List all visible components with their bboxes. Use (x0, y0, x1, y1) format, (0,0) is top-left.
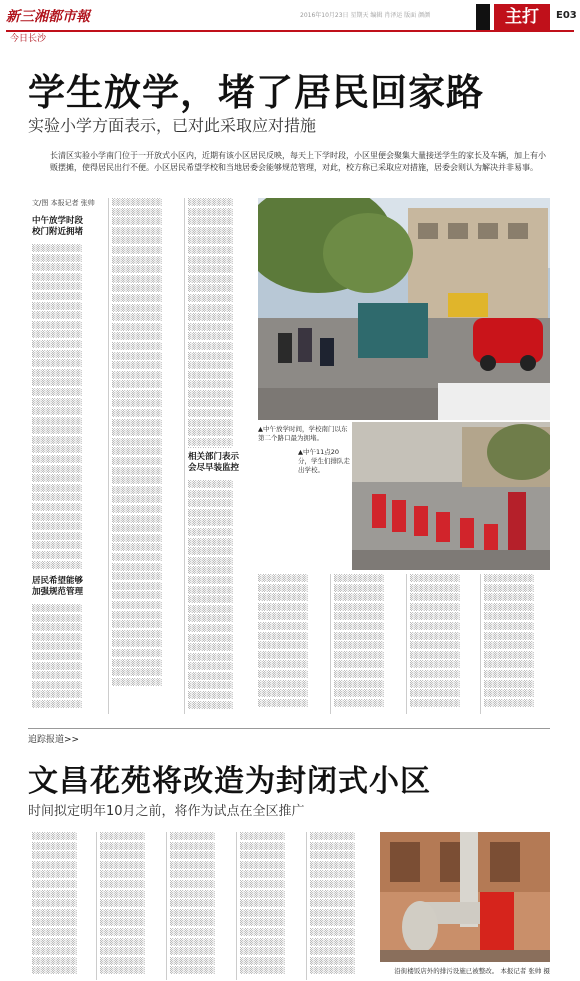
article1-col-2: ░░░░░░░░░░ ░░░░░░░░░░ ░░░░░░░░░░ ░░░░░░░░░░ ░░░░░░░░░░ ░░░░░░░░░░ ░░░░░░░░░░ ░░░░░░░░░░ ░░░░░░░░░░ ░░░░░░░░░░ ░░░░░░░░░░ ░░░░░░░░░░ ░░░░░░░░░░ ░░░░░░░░░░ ░░░░░░░░░░ ░░░░░░░░░░ ░░░░░░░░░░ ░░░░░░░░░░ ░░░░░░░░░░ ░░░░░░░░░░ ░░░░░░░░░░ ░░░░░░░░░░ ░░░░░░░░░░ ░░░░░░░░░░ ░░░░░░░░░░ ░░░░░░░░░░ ░░░░░░░░░░ ░░░░░░░░░░ ░░░░░░░░░░ ░░░░░░░░░░ ░░░░░░░░░░ ░░░░░░░░░░ ░░░░░░░░░░ ░░░░░░░░░░ ░░░░░░░░░░ ░░░░░░░░░░ ░░░░░░░░░░ ░░░░░░░░░░ ░░░░░░░░░░ ░░░░░░░░░░ ░░░░░░░░░░ ░░░░░░░░░░ ░░░░░░░░░░ ░░░░░░░░░░ ░░░░░░░░░░ ░░░░░░░░░░ ░░░░░░░░░░ ░░░░░░░░░░ ░░░░░░░░░░ ░░░░░░░░░░ ░░░░░░░░░░ (112, 198, 162, 686)
article1-title: 学生放学，堵了居民回家路 (28, 71, 484, 114)
column-divider (166, 832, 167, 980)
article2-col-3: ░░░░░░░░░ ░░░░░░░░░ ░░░░░░░░░ ░░░░░░░░░ ░░░░░░░░░ ░░░░░░░░░ ░░░░░░░░░ ░░░░░░░░░ ░░░░░░░░░ ░░░░░░░░░ ░░░░░░░░░ ░░░░░░░░░ ░░░░░░░░░ ░░░░░░░░░ ░░░░░░░░░ (170, 832, 215, 975)
article1-lede: 长清区实验小学南门位于一开放式小区内，近期有该小区居民反映，每天上下学时段，小区里便会聚集大量接送学生的家长及车辆，加上有小贩摆摊，使得居民出行不便。小区居民希望学校和当地居委会能够规范管理，对此，校方称已采取应对措施，居委会则认为解决并非易事。 (50, 151, 546, 172)
article1-subtitle: 实验小学方面表示，已对此采取应对措施 (28, 116, 317, 135)
column-divider (480, 574, 481, 714)
article2-col-1: ░░░░░░░░░ ░░░░░░░░░ ░░░░░░░░░ ░░░░░░░░░ ░░░░░░░░░ ░░░░░░░░░ ░░░░░░░░░ ░░░░░░░░░ ░░░░░░░░░ ░░░░░░░░░ ░░░░░░░░░ ░░░░░░░░░ ░░░░░░░░░ ░░░░░░░░░ ░░░░░░░░░ (32, 832, 77, 975)
exhaust-pipes-photo (380, 832, 550, 962)
section-label: 主打 (494, 4, 550, 30)
article2-title: 文昌花苑将改造为封闭式小区 (28, 764, 431, 799)
masthead (6, 6, 98, 44)
article1-col-3: ░░░░░░░░░ ░░░░░░░░░ ░░░░░░░░░ ░░░░░░░░░ ░░░░░░░░░ ░░░░░░░░░ ░░░░░░░░░ ░░░░░░░░░ ░░░░░░░░░ ░░░░░░░░░ ░░░░░░░░░ ░░░░░░░░░ ░░░░░░░░░ ░░░░░░░░░ ░░░░░░░░░ ░░░░░░░░░ ░░░░░░░░░ ░░░░░░░░░ ░░░░░░░░░ ░░░░░░░░░ ░░░░░░░░░ ░░░░░░░░░ ░░░░░░░░░ ░░░░░░░░░ ░░░░░░░░░ ░░░░░░░░░ (188, 198, 233, 446)
photo1-caption: ▲中午放学时间，学校南门以东第二个路口最为拥堵。 (258, 425, 348, 442)
section-divider (28, 728, 550, 729)
section-tab (476, 4, 550, 30)
article2-col-4: ░░░░░░░░░ ░░░░░░░░░ ░░░░░░░░░ ░░░░░░░░░ ░░░░░░░░░ ░░░░░░░░░ ░░░░░░░░░ ░░░░░░░░░ ░░░░░░░░░ ░░░░░░░░░ ░░░░░░░░░ ░░░░░░░░░ ░░░░░░░░░ ░░░░░░░░░ ░░░░░░░░░ (240, 832, 285, 975)
photo2-caption: ▲中午11点20分，学生们排队走出学校。 (298, 448, 350, 474)
article1-col-5: ░░░░░░░░░░ ░░░░░░░░░░ ░░░░░░░░░░ ░░░░░░░░░░ ░░░░░░░░░░ ░░░░░░░░░░ ░░░░░░░░░░ ░░░░░░░░░░ ░░░░░░░░░░ ░░░░░░░░░░ ░░░░░░░░░░ ░░░░░░░░░░ ░░░░░░░░░░ ░░░░░░░░░░ (334, 574, 384, 707)
edition-name: 今日长沙 (10, 34, 47, 44)
column-divider (96, 832, 97, 980)
photo3-caption: 沿街楼饭店外的排污设施已被整改。 本报记者 张帅 摄 (394, 967, 550, 975)
article1-subhead-3: 相关部门表示 会尽早装监控 (188, 452, 240, 473)
column-divider (406, 574, 407, 714)
column-text-placeholder: ░░░░░░░░░░ ░░░░░░░░░░ ░░░░░░░░░░ ░░░░░░░░░░ ░░░░░░░░░░ ░░░░░░░░░░ ░░░░░░░░░░ ░░░░░░░░░░ ░░░░░░░░░░ ░░░░░░░░░░ ░░░░░░░░░░ ░░░░░░░░░░ ░░░░░░░░░░ ░░░░░░░░░░ ░░░░░░░░░░ ░░░░░░░░░░ ░░░░░░░░░░ ░░░░░░░░░░ ░░░░░░░░░░ ░░░░░░░░░░ ░░░░░░░░░░ ░░░░░░░░░░ ░░░░░░░░░░ ░░░░░░░░░░ ░░░░░░░░░░ ░░░░░░░░░░ ░░░░░░░░░░ ░░░░░░░░░░ ░░░░░░░░░░ ░░░░░░░░░░ ░░░░░░░░░░ ░░░░░░░░░░ ░░░░░░░░░░ ░░░░░░░░░░ (32, 244, 82, 569)
follow-up-kicker: 追踪报道>> (28, 735, 80, 745)
street-congestion-photo (258, 198, 550, 420)
column-divider (236, 832, 237, 980)
article2-subtitle: 时间拟定明年10月之前，将作为试点在全区推广 (28, 804, 305, 819)
tab-marker-icon (476, 4, 490, 30)
students-line-photo (352, 422, 550, 570)
article2-col-2: ░░░░░░░░░ ░░░░░░░░░ ░░░░░░░░░ ░░░░░░░░░ ░░░░░░░░░ ░░░░░░░░░ ░░░░░░░░░ ░░░░░░░░░ ░░░░░░░░░ ░░░░░░░░░ ░░░░░░░░░ ░░░░░░░░░ ░░░░░░░░░ ░░░░░░░░░ ░░░░░░░░░ (100, 832, 145, 975)
article1-subhead-1: 中午放学时段 校门附近拥堵 (32, 216, 84, 237)
article1-byline: 文/图 本报记者 张帅 (32, 199, 95, 207)
issue-meta: 2016年10月23日 星期天 编辑 肖泽运 版面 颜颜 (300, 12, 431, 19)
page-number: E03 (556, 10, 577, 21)
article1-col-1b: ░░░░░░░░░░ ░░░░░░░░░░ ░░░░░░░░░░ ░░░░░░░░░░ ░░░░░░░░░░ ░░░░░░░░░░ ░░░░░░░░░░ ░░░░░░░░░░ ░░░░░░░░░░ ░░░░░░░░░░ ░░░░░░░░░░ (32, 604, 82, 708)
column-divider (108, 198, 109, 714)
column-divider (184, 198, 185, 714)
header-rule (6, 30, 574, 32)
article1-col-4: ░░░░░░░░░░ ░░░░░░░░░░ ░░░░░░░░░░ ░░░░░░░░░░ ░░░░░░░░░░ ░░░░░░░░░░ ░░░░░░░░░░ ░░░░░░░░░░ ░░░░░░░░░░ ░░░░░░░░░░ ░░░░░░░░░░ ░░░░░░░░░░ ░░░░░░░░░░ ░░░░░░░░░░ (258, 574, 308, 707)
article1-subhead-2: 居民希望能够 加强规范管理 (32, 576, 84, 597)
article1-col-1 (32, 244, 104, 574)
column-divider (330, 574, 331, 714)
article1-col-7: ░░░░░░░░░░ ░░░░░░░░░░ ░░░░░░░░░░ ░░░░░░░░░░ ░░░░░░░░░░ ░░░░░░░░░░ ░░░░░░░░░░ ░░░░░░░░░░ ░░░░░░░░░░ ░░░░░░░░░░ ░░░░░░░░░░ ░░░░░░░░░░ ░░░░░░░░░░ ░░░░░░░░░░ (484, 574, 534, 707)
column-divider (306, 832, 307, 980)
newspaper-logo: 新三湘都市報 (6, 9, 90, 25)
article1-col-3b: ░░░░░░░░░ ░░░░░░░░░ ░░░░░░░░░ ░░░░░░░░░ ░░░░░░░░░ ░░░░░░░░░ ░░░░░░░░░ ░░░░░░░░░ ░░░░░░░░░ ░░░░░░░░░ ░░░░░░░░░ ░░░░░░░░░ ░░░░░░░░░ ░░░░░░░░░ ░░░░░░░░░ ░░░░░░░░░ ░░░░░░░░░ ░░░░░░░░░ ░░░░░░░░░ ░░░░░░░░░ ░░░░░░░░░ ░░░░░░░░░ ░░░░░░░░░ ░░░░░░░░░ (188, 480, 233, 709)
article2-col-5: ░░░░░░░░░ ░░░░░░░░░ ░░░░░░░░░ ░░░░░░░░░ ░░░░░░░░░ ░░░░░░░░░ ░░░░░░░░░ ░░░░░░░░░ ░░░░░░░░░ ░░░░░░░░░ ░░░░░░░░░ ░░░░░░░░░ ░░░░░░░░░ ░░░░░░░░░ ░░░░░░░░░ (310, 832, 355, 975)
article1-col-6: ░░░░░░░░░░ ░░░░░░░░░░ ░░░░░░░░░░ ░░░░░░░░░░ ░░░░░░░░░░ ░░░░░░░░░░ ░░░░░░░░░░ ░░░░░░░░░░ ░░░░░░░░░░ ░░░░░░░░░░ ░░░░░░░░░░ ░░░░░░░░░░ ░░░░░░░░░░ ░░░░░░░░░░ (410, 574, 460, 707)
